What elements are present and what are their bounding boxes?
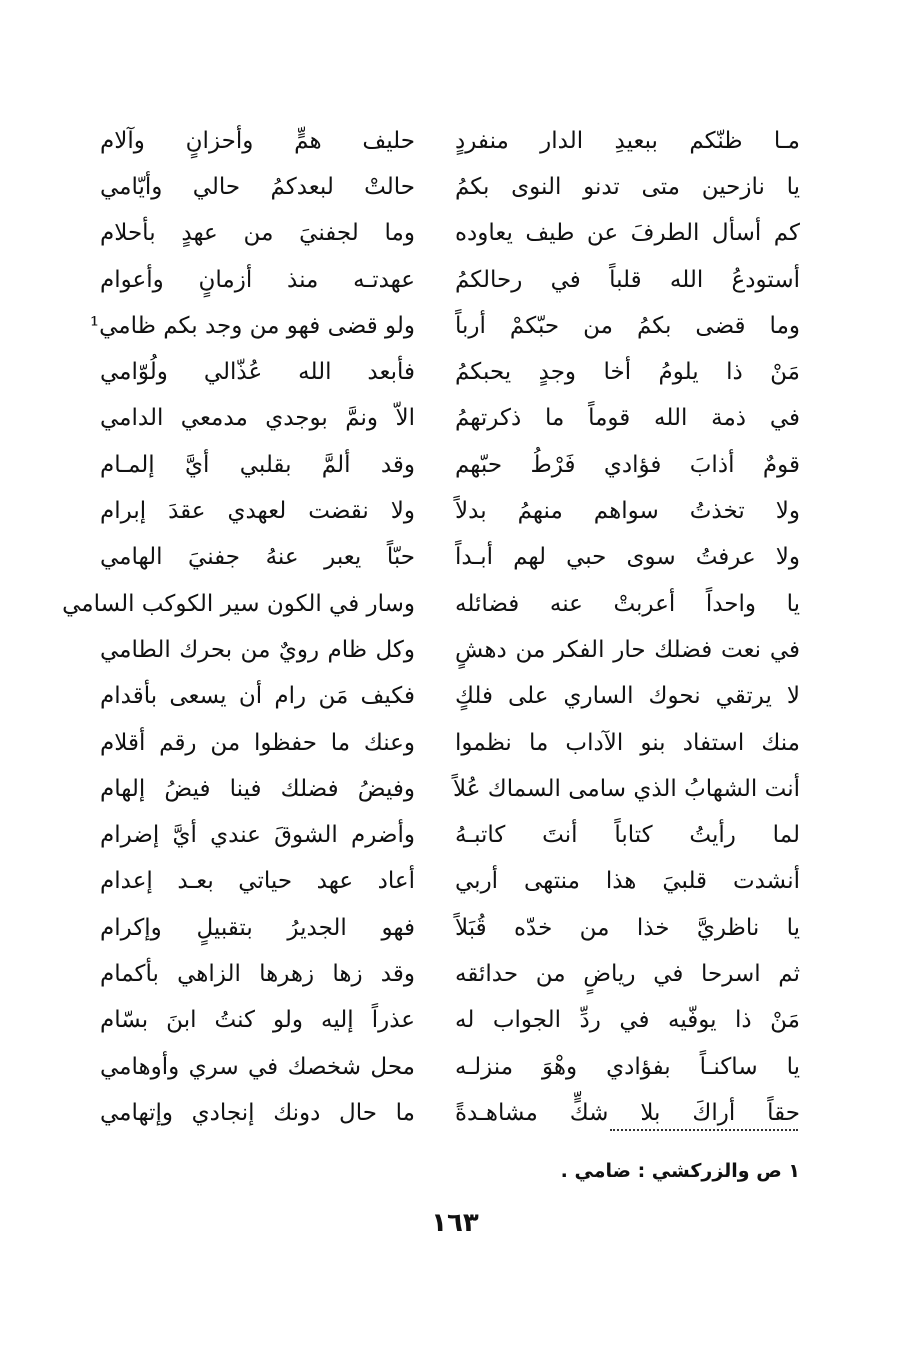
verse-first-hemistich: ولا تخذتُ سواهم منهمُ بدلاً xyxy=(455,498,800,525)
verse-line xyxy=(100,211,800,257)
verse-second-hemistich: عذراً إليه ولو كنتُ ابنَ بسّام xyxy=(100,1007,415,1034)
verse-second-hemistich: ولو قضى فهو من وجد بكم ظامي¹ xyxy=(89,312,415,339)
verse-first-hemistich: وما قضى بكمُ من حبّكمْ أرباً xyxy=(455,312,800,339)
verse-second-hemistich: فهو الجديرُ بتقبيلٍ وإكرام xyxy=(100,914,415,941)
verse-line xyxy=(100,1044,800,1090)
verse-line xyxy=(100,442,800,488)
verse-second-hemistich: عهدتـه منذ أزمانٍ وأعوام xyxy=(100,266,415,293)
verse-first-hemistich: يا ساكنـاً بفؤادي وهْوَ منزلـه xyxy=(455,1053,800,1080)
verse-second-hemistich: أعاد عهد حياتي بعـد إعدام xyxy=(100,868,415,895)
verse-second-hemistich: حبّاً يعبر عنهُ جفنيَ الهامي xyxy=(100,544,415,571)
verse-line xyxy=(100,859,800,905)
verse-second-hemistich: فكيف مَن رام أن يسعى بأقدام xyxy=(100,683,415,710)
verse-first-hemistich: يا نازحين متى تدنو النوى بكمُ xyxy=(455,173,800,200)
verse-second-hemistich: محل شخصك في سري وأوهامي xyxy=(100,1053,415,1080)
verse-line xyxy=(100,118,800,164)
verse-line xyxy=(100,627,800,673)
verse-first-hemistich: حقاً أراكَ بلا شكٍّ مشاهـدةً xyxy=(455,1099,800,1126)
verse-line xyxy=(100,674,800,720)
verse-second-hemistich: وما لجفنيَ من عهدٍ بأحلام xyxy=(100,220,415,247)
verse-first-hemistich: في ذمة الله قوماً ما ذكرتهمُ xyxy=(455,405,800,432)
verse-first-hemistich: مـا ظنّكم ببعيدِ الدار منفردٍ xyxy=(455,127,800,154)
poem-body xyxy=(62,118,800,1137)
verse-line xyxy=(62,581,800,627)
verse-first-hemistich: ثم اسرحا في رياضٍ من حدائقه xyxy=(455,960,800,987)
verse-line xyxy=(100,720,800,766)
verse-second-hemistich: وقد زها زهرها الزاهي بأكمام xyxy=(100,960,415,987)
verse-second-hemistich: وسار في الكون سير الكوكب السامي xyxy=(62,590,415,617)
verse-first-hemistich: مَنْ ذا يوفّيه في ردِّ الجواب له xyxy=(455,1007,800,1034)
verse-second-hemistich: وقد ألمَّ بقلبي أيَّ إلمـام xyxy=(100,451,415,478)
verse-second-hemistich: فأبعد الله عُذّالي ولُوّامي xyxy=(100,359,415,386)
verse-first-hemistich: لا يرتقي نحوك الساري على فلكٍ xyxy=(455,683,800,710)
verse-second-hemistich: حالتْ لبعدكمُ حالي وأيّامي xyxy=(100,173,415,200)
verse-second-hemistich: وكل ظام رويٌ من بحرك الطامي xyxy=(100,636,415,663)
verse-first-hemistich: قومٌ أذابَ فؤادي فَرْطُ حبّهم xyxy=(455,451,800,478)
verse-line xyxy=(100,164,800,210)
verse-line xyxy=(89,303,800,349)
verse-first-hemistich: ولا عرفتُ سوى حبي لهم أبـداً xyxy=(455,544,800,571)
verse-first-hemistich: أنت الشهابُ الذي سامى السماك عُلاً xyxy=(453,775,800,802)
verse-second-hemistich: حليف همٍّ وأحزانٍ وآلام xyxy=(100,127,415,154)
verse-second-hemistich: وأضرم الشوقَ عندي أيَّ إضرام xyxy=(100,822,415,849)
verse-line xyxy=(100,812,800,858)
footnote: ١ ص والزركشي : ضامي . xyxy=(560,1160,800,1182)
verse-first-hemistich: أستودعُ الله قلباً في رحالكمُ xyxy=(455,266,800,293)
verse-line xyxy=(100,905,800,951)
verse-second-hemistich: وعنك ما حفظوا من رقم أقلام xyxy=(100,729,415,756)
page-number: ١٦٣ xyxy=(431,1208,479,1238)
verse-first-hemistich: أنشدت قلبيَ هذا منتهى أربي xyxy=(455,868,800,895)
verse-second-hemistich: وفيضُ فضلك فينا فيضُ إلهام xyxy=(100,775,415,802)
verse-line xyxy=(100,349,800,395)
verse-line xyxy=(100,766,800,812)
verse-line xyxy=(100,396,800,442)
verse-first-hemistich: يا واحداً أعربتْ عنه فضائله xyxy=(455,590,800,617)
verse-line xyxy=(100,535,800,581)
verse-first-hemistich: منك استفاد بنو الآداب ما نظموا xyxy=(455,729,800,756)
verse-line xyxy=(100,998,800,1044)
verse-first-hemistich: يا ناظريَّ خذا من خدّه قُبَلاً xyxy=(455,914,800,941)
verse-first-hemistich: كم أسأل الطرفَ عن طيف يعاوده xyxy=(455,220,800,247)
verse-line xyxy=(100,488,800,534)
verse-line xyxy=(100,257,800,303)
verse-first-hemistich: لما رأيتُ كتاباً أنتَ كاتبـهُ xyxy=(455,822,800,849)
verse-first-hemistich: في نعت فضلك حار الفكر من دهشٍ xyxy=(455,636,800,663)
verse-second-hemistich: ما حال دونك إنجادي وإتهامي xyxy=(100,1099,415,1126)
verse-line xyxy=(100,951,800,997)
verse-first-hemistich: مَنْ ذا يلومُ أخا وجدٍ يحبكمُ xyxy=(455,359,800,386)
verse-second-hemistich: ولا نقضت لعهدي عقدَ إبرام xyxy=(100,498,415,525)
verse-second-hemistich: الاّ ونمَّ بوجدي مدمعي الدامي xyxy=(100,405,415,432)
footnote-divider xyxy=(610,1129,798,1131)
